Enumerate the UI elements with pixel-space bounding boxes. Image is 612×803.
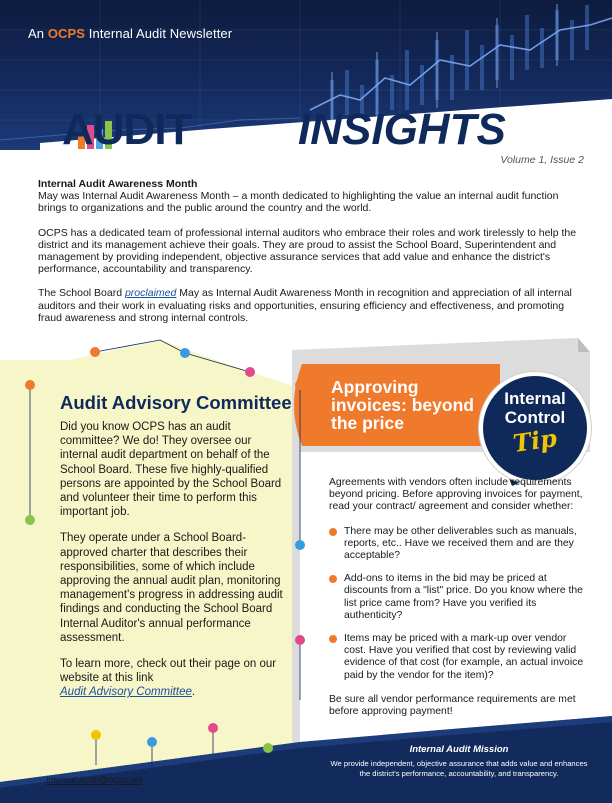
email-link[interactable]: Internal.Audit@ocps.net bbox=[46, 775, 143, 785]
list-item bbox=[329, 526, 591, 563]
newsletter-kicker bbox=[28, 26, 232, 41]
masthead-title bbox=[0, 95, 612, 150]
intro-heading: Internal Audit Awareness Month bbox=[38, 178, 198, 190]
mission-title: Internal Audit Mission bbox=[409, 744, 509, 755]
advisory-p3-text: To learn more, check out their page on our website at this link bbox=[60, 658, 277, 685]
internal-control-tip-badge bbox=[479, 372, 591, 484]
intro-paragraph-3 bbox=[38, 287, 588, 324]
kicker-suffix: Internal Audit Newsletter bbox=[85, 26, 233, 41]
advisory-title: Audit Advisory Committee bbox=[60, 392, 292, 413]
list-item bbox=[329, 573, 591, 622]
bullet-dot-icon bbox=[329, 575, 337, 583]
intro-p3-text-b: May as Internal Audit Awareness Month in recognition and appreciation of all internal auditors and their work in evaluating risks and opportunities, ensuring efficiency and effectiveness, and promoting fraud awareness and strong internal controls. bbox=[38, 287, 572, 324]
badge-line-3: Tip bbox=[511, 423, 559, 458]
bullet-text: There may be other deliverables such as manuals, reports, etc.. Have we received them and are they acceptable? bbox=[344, 525, 577, 562]
mission-body: We provide independent, objective assurance that adds value and enhances the district's performance, accountability, and transparency. bbox=[330, 759, 588, 778]
title-part2: INSIGHTS bbox=[298, 105, 506, 150]
issue-volume: Volume 1, Issue 2 bbox=[500, 154, 584, 166]
tip-bullet-list bbox=[329, 526, 591, 682]
tip-intro: Agreements with vendors often include requirements beyond pricing. Before approving invoices for payment, read your contract/ agreement and consider whether: bbox=[329, 477, 583, 513]
advisory-paragraph-2: They operate under a School Board-approved charter that describes their responsibilities, some of which include approving the annual audit plan, monitoring management's progress in addressing audit findings and conducting the School Board Internal Auditor's annual performance assessment. bbox=[60, 532, 283, 644]
title-part1: AUDIT bbox=[62, 105, 192, 150]
advisory-link-suffix: . bbox=[191, 686, 196, 699]
advisory-paragraph-1: Did you know OCPS has an audit committee? We do! They oversee our internal audit department on behalf of the School Board. These five highly-qualified persons are appointed by the School Board and volunteer their time to perform this important job. bbox=[60, 421, 282, 519]
bullet-dot-icon bbox=[329, 528, 337, 536]
mission-statement bbox=[328, 744, 590, 779]
intro-p3-text-a: The School Board bbox=[38, 287, 125, 300]
tip-heading: Approving invoices: beyond the price bbox=[331, 377, 474, 433]
tip-closing: Be sure all vendor performance requirements are met before approving payment! bbox=[329, 693, 576, 718]
badge-line-2: Control bbox=[504, 408, 566, 427]
intro-article bbox=[38, 178, 588, 336]
advisory-paragraph-3 bbox=[60, 657, 292, 700]
proclaimed-link[interactable]: proclaimed bbox=[124, 287, 177, 300]
intro-paragraph-1: May was Internal Audit Awareness Month – a month dedicated to highlighting the value an internal audit function brings to organizations and the public around the country and the world. bbox=[38, 190, 559, 215]
intro-paragraph-2: OCPS has a dedicated team of professional internal auditors who embrace their roles and work tirelessly to help the district and its management achieve their goals. They are proud to assist the School Board, Superintendent and management by providing independent, objective assurance services that add value and enhance the district's performance, accountability and transparency. bbox=[38, 226, 577, 276]
bullet-text: Items may be priced with a mark-up over vendor cost. Have you verified that cost by reviewing valid evidence of that cost (for example, an actual invoice paid by the vendor for the item)? bbox=[344, 633, 584, 681]
badge-line-1: Internal bbox=[504, 389, 566, 408]
tip-body bbox=[329, 477, 591, 730]
bullet-dot-icon bbox=[329, 635, 337, 643]
bullet-text: Add-ons to items in the bid may be priced at discounts from a "list" price. Do you know where the list price came from? Have you verified its authenticity? bbox=[344, 573, 583, 621]
list-item bbox=[329, 633, 591, 682]
kicker-brand: OCPS bbox=[47, 26, 86, 41]
header-banner bbox=[0, 0, 612, 150]
audit-advisory-section bbox=[60, 393, 292, 712]
audit-advisory-committee-link[interactable]: Audit Advisory Committee bbox=[60, 686, 192, 699]
kicker-prefix: An bbox=[28, 26, 48, 41]
